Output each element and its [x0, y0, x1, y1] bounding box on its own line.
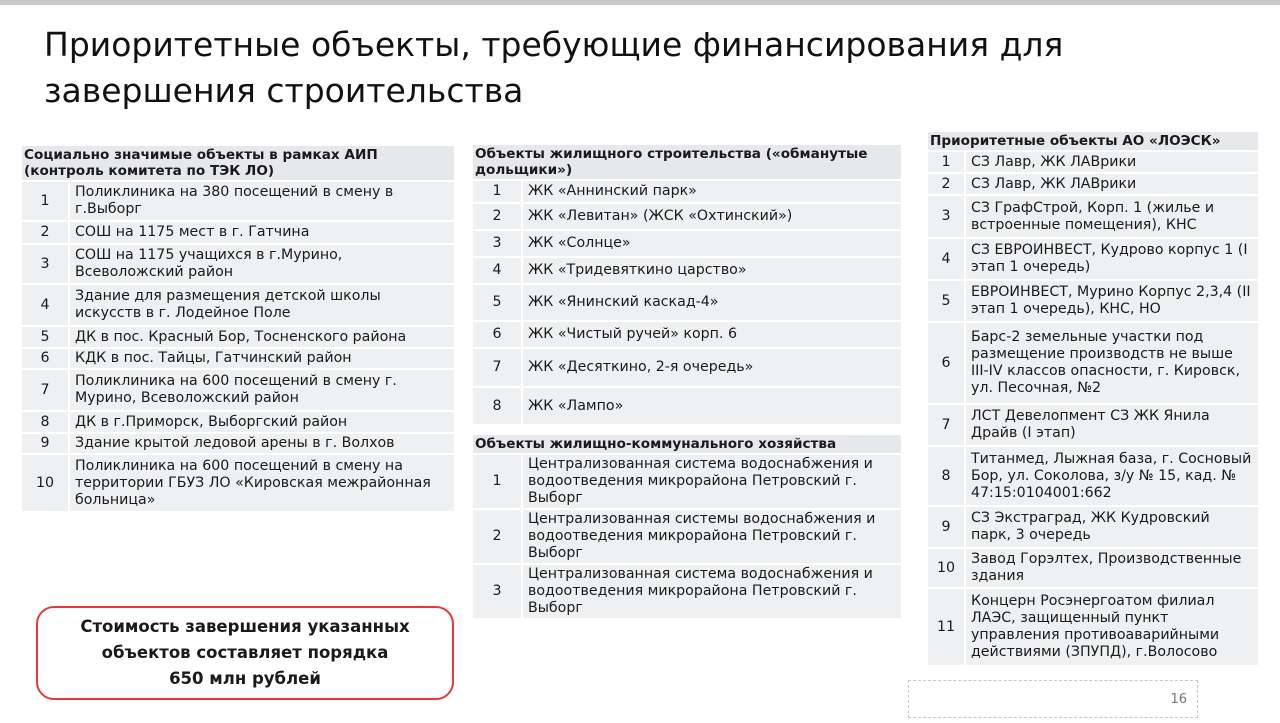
table-row: 7 Поликлиника на 600 посещений в смену г. Мурино, Всеволожский район: [22, 370, 454, 412]
table-row: 3 СЗ ГрафСтрой, Корп. 1 (жилье и встроенные помещения), КНС: [928, 196, 1258, 239]
table-row: 1 ЖК «Аннинский парк»: [473, 181, 901, 204]
social-objects-table: [22, 146, 454, 513]
table-row: 4 ЖК «Тридевяткино царство»: [473, 258, 901, 285]
table-row: 7 ЖК «Десяткино, 2-я очередь»: [473, 349, 901, 388]
cost-line-2: объектов составляет порядка: [101, 643, 389, 662]
table-row: 2 Централизованная системы водоснабжения и водоотведения микрорайона Петровский г. Выборг: [473, 510, 901, 565]
table-row: 9 Здание крытой ледовой арены в г. Волхов: [22, 434, 454, 455]
table-row: 9 СЗ Экстраград, ЖК Кудровский парк, 3 очередь: [928, 507, 1258, 549]
table-row: 5 ЕВРОИНВЕСТ, Мурино Корпус 2,3,4 (II этап 1 очередь), КНС, НО: [928, 281, 1258, 323]
table-row: 6 ЖК «Чистый ручей» корп. 6: [473, 322, 901, 349]
loesk-objects-table: [928, 132, 1258, 667]
housing-objects-table: [473, 145, 901, 426]
table-row: 6 Барс-2 земельные участки под размещение производств не выше III-IV классов опасности, г. Кировск, ул. Песочная, №2: [928, 323, 1258, 405]
page-number: 16: [1170, 692, 1187, 707]
table-row: 3 Централизованная система водоснабжения и водоотведения микрорайона Петровский г. Выборг: [473, 565, 901, 620]
table-row: 2 ЖК «Левитан» (ЖСК «Охтинский»): [473, 204, 901, 231]
table-row: 4 СЗ ЕВРОИНВЕСТ, Кудрово корпус 1 (I этап 1 очередь): [928, 239, 1258, 281]
table-row: 1 Централизованная система водоснабжения и водоотведения микрорайона Петровский г. Выборг: [473, 455, 901, 510]
utilities-objects-table: [473, 435, 901, 620]
utilities-objects-header: Объекты жилищно-коммунального хозяйства: [473, 435, 901, 455]
table-row: 11 Концерн Росэнергоатом филиал ЛАЭС, защищенный пункт управления противоаварийными действиями (ЗПУПД), г.Волосово: [928, 589, 1258, 667]
page-title: Приоритетные объекты, требующие финансирования для завершения строительства: [44, 25, 1064, 110]
table-row: 4 Здание для размещения детской школы искусств в г. Лодейное Поле: [22, 285, 454, 327]
housing-objects-header: Объекты жилищного строительства («обманутые дольщики»): [473, 145, 901, 181]
table-row: 8 Титанмед, Лыжная база, г. Сосновый Бор, ул. Соколова, з/у № 15, кад. № 47:15:0104001:662: [928, 447, 1258, 507]
table-row: 8 ДК в г.Приморск, Выборгский район: [22, 412, 454, 434]
table-row: 3 СОШ на 1175 учащихся в г.Мурино, Всеволожский район: [22, 245, 454, 285]
table-row: 8 ЖК «Лампо»: [473, 388, 901, 426]
page-number-box: [908, 680, 1198, 718]
cost-line-3: 650 млн рублей: [169, 669, 321, 688]
table-row: 1 СЗ Лавр, ЖК ЛАВрики: [928, 152, 1258, 174]
cost-line-1: Стоимость завершения указанных: [80, 617, 410, 636]
loesk-objects-header: Приоритетные объекты АО «ЛОЭСК»: [928, 132, 1258, 152]
table-row: 5 ДК в пос. Красный Бор, Тосненского района: [22, 327, 454, 349]
cost-callout: [36, 606, 454, 700]
table-row: 1 Поликлиника на 380 посещений в смену в г.Выборг: [22, 182, 454, 222]
table-row: 7 ЛСТ Девелопмент СЗ ЖК Янила Драйв (I этап): [928, 405, 1258, 447]
table-row: 6 КДК в пос. Тайцы, Гатчинский район: [22, 349, 454, 370]
table-row: 10 Завод Горэлтех, Производственные здания: [928, 549, 1258, 589]
table-row: 5 ЖК «Янинский каскад-4»: [473, 285, 901, 322]
table-row: 2 СОШ на 1175 мест в г. Гатчина: [22, 222, 454, 245]
table-row: 3 ЖК «Солнце»: [473, 231, 901, 258]
top-border: [0, 0, 1280, 5]
table-row: 10 Поликлиника на 600 посещений в смену на территории ГБУЗ ЛО «Кировская межрайонная больница»: [22, 455, 454, 513]
social-objects-header: Социально значимые объекты в рамках АИП (контроль комитета по ТЭК ЛО): [22, 146, 454, 182]
table-row: 2 СЗ Лавр, ЖК ЛАВрики: [928, 174, 1258, 196]
